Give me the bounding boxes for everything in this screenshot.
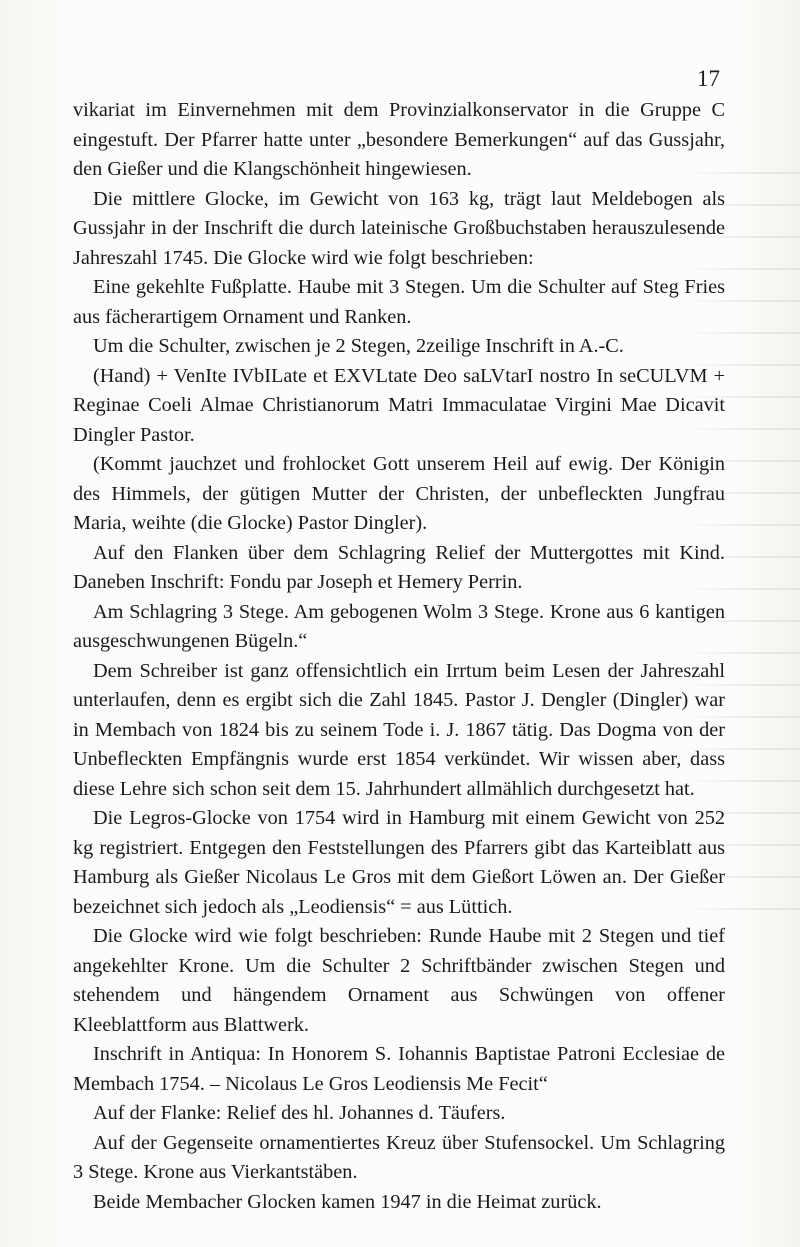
paragraph: Die Legros-Glocke von 1754 wird in Hamburg mit einem Gewicht von 252 kg registriert. Entgegen den Feststellungen des Pfarrers gibt das Karteiblatt aus Hamburg als Gießer Nicolaus Le Gros mit dem Gießort Löwen an. Der Gießer bezeichnet sich jedoch als „Leodiensis“ = aus Lüttich. <box>73 807 725 918</box>
paragraph: Auf den Flanken über dem Schlagring Relief der Muttergottes mit Kind. Daneben Inschrift: Fondu par Joseph et Hemery Perrin. <box>73 541 725 593</box>
paragraph: Die mittlere Glocke, im Gewicht von 163 kg, trägt laut Meldebogen als Gussjahr in der Inschrift die durch lateinische Großbuchstaben herauszulesende Jahreszahl 1745. Die Glocke wird wie folgt beschrieben: <box>73 187 725 269</box>
body-text <box>73 96 725 1217</box>
paragraph: Auf der Flanke: Relief des hl. Johannes d. Täufers. <box>93 1102 506 1124</box>
paragraph: Um die Schulter, zwischen je 2 Stegen, 2zeilige Inschrift in A.-C. <box>93 335 624 357</box>
page-number: 17 <box>697 66 720 91</box>
paragraph: Inschrift in Antiqua: In Honorem S. Iohannis Baptistae Patroni Ecclesiae de Membach 1754. – Nicolaus Le Gros Leodiensis Me Fecit“ <box>73 1043 725 1095</box>
paragraph: Am Schlagring 3 Stege. Am gebogenen Wolm 3 Stege. Krone aus 6 kantigen ausgeschwungenen Bügeln.“ <box>73 600 725 652</box>
paragraph: (Kommt jauchzet und frohlocket Gott unserem Heil auf ewig. Der Königin des Himmels, der gütigen Mutter der Christen, der unbefleckten Jungfrau Maria, weihte (die Glocke) Pastor Dingler). <box>73 453 725 534</box>
paragraph: Dem Schreiber ist ganz offensichtlich ein Irrtum beim Lesen der Jahreszahl unterlaufen, denn es ergibt sich die Zahl 1845. Pastor J. Dengler (Dingler) war in Membach von 1824 bis zu seinem Tode i. J. 1867 tätig. Das Dogma von der Unbefleckten Empfängnis wurde erst 1854 verkündet. Wir wissen aber, dass diese Lehre sich schon seit dem 15. Jahrhundert allmählich durchgesetzt hat. <box>73 659 725 800</box>
paragraph: Beide Membacher Glocken kamen 1947 in die Heimat zurück. <box>93 1190 602 1213</box>
paragraph: Auf der Gegenseite ornamentiertes Kreuz über Stufensockel. Um Schlagring 3 Stege. Krone aus Vierkantstäben. <box>73 1131 725 1183</box>
paragraph: vikariat im Einvernehmen mit dem Provinzialkonservator in die Gruppe C eingestuft. Der Pfarrer hatte unter „besondere Bemerkungen“ auf das Gussjahr, den Gießer und die Klangschönheit hingewiesen. <box>73 99 725 180</box>
paragraph: Eine gekehlte Fußplatte. Haube mit 3 Stegen. Um die Schulter auf Steg Fries aus fächerartigem Ornament und Ranken. <box>73 276 725 328</box>
paragraph: (Hand) + VenIte IVbILate et EXVLtate Deo saLVtarI nostro In seCULVM + Reginae Coeli Almae Christianorum Matri Immaculatae Virgini Mae Dicavit Dingler Pastor. <box>73 364 725 446</box>
paragraph: Die Glocke wird wie folgt beschrieben: Runde Haube mit 2 Stegen und tief angekehlter Krone. Um die Schulter 2 Schriftbänder zwischen Stegen und stehendem und hängendem Ornament aus Schwüngen von offener Kleeblattform aus Blattwerk. <box>73 925 725 1036</box>
